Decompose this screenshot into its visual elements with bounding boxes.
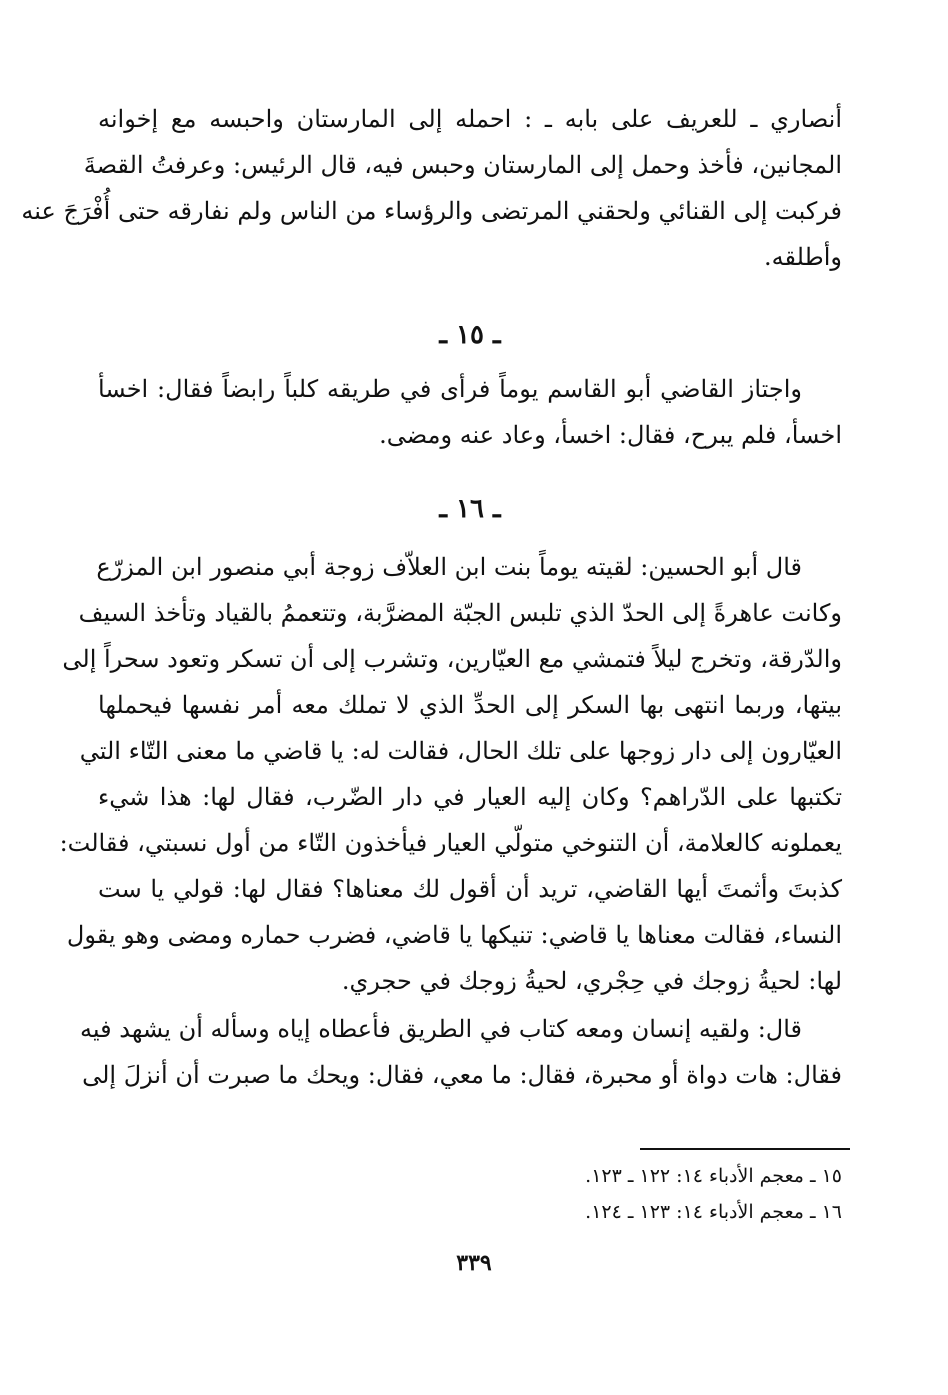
text-line: لها: لحيةُ زوجك في حِجْري، لحيةُ زوجك في حجري. [341,967,842,995]
text-line: بيتها، وربما انتهى بها السكر إلى الحدِّ الذي لا تملك معه أمر نفسها فيحملها [98,691,842,719]
section-number-16: ـ ١٦ ـ [439,494,501,524]
paragraph-section-15 [98,366,842,458]
footnote-divider [640,1148,850,1150]
paragraph-section-16 [59,544,842,1004]
text-line: يعملونه كالعلامة، أن التنوخي متولّي العيار فيأخذون التّاء من أول نسبتي، فقالت: [59,829,842,857]
text-line: النساء، فقالت معناها يا قاضي: تنيكها يا قاضي، فضرب حماره ومضى وهو يقول [66,921,842,949]
text-line: وكانت عاهرةً إلى الحدّ الذي تلبس الجبّة المضرَّبة، وتتعممُ بالقياد وتأخذ السيف [78,599,842,627]
text-line: قال أبو الحسين: لقيته يوماً بنت ابن العلاّف زوجة أبي منصور ابن المزرّع [96,553,802,581]
text-line: قال: ولقيه إنسان ومعه كتاب في الطريق فأعطاه إياه وسأله أن يشهد فيه [80,1015,802,1043]
section-number-15: ـ ١٥ ـ [439,320,501,350]
text-line: العيّارون إلى دار زوجها على تلك الحال، فقالت له: يا قاضي ما معنى التّاء التي [79,737,842,765]
spacer [98,280,842,310]
text-line: والدّرقة، وتخرج ليلاً فتمشي مع العيّارين، وتشرب إلى أن تسكر وتعود سحراً إلى [62,645,842,673]
text-line: اخسأ، فلم يبرح، فقال: اخسأ، وعاد عنه ومضى. [379,421,842,449]
paragraph-continuation [21,96,842,280]
footnotes [242,1158,842,1230]
text-line: فقال: هات دواة أو محبرة، فقال: ما معي، فقال: ويحك ما صبرت أن أنزلَ إلى [82,1061,842,1089]
paragraph-continued-16 [80,1006,842,1098]
spacer [98,458,842,484]
page-body [21,96,842,1098]
footnote-16: ١٦ ـ معجم الأدباء ١٤: ١٢٣ ـ ١٢٤. [585,1201,842,1223]
text-line: أنصاري ـ للعريف على بابه ـ : احمله إلى المارستان واحبسه مع إخوانه [98,105,842,133]
text-line: المجانين، فأخذ وحمل إلى المارستان وحبس فيه، قال الرئيس: وعرفتُ القصةَ [83,151,842,179]
footnote-15: ١٥ ـ معجم الأدباء ١٤: ١٢٢ ـ ١٢٣. [585,1165,842,1187]
page-number: ٣٣٩ [456,1250,492,1276]
text-line: كذبتَ وأثمتَ أيها القاضي، تريد أن أقول لك معناها؟ فقال لها: قولي يا ست [98,875,842,903]
text-line: واجتاز القاضي أبو القاسم يوماً فرأى في طريقه كلباً رابضاً فقال: اخسأ [98,375,802,403]
text-line: فركبت إلى القنائي ولحقني المرتضى والرؤساء من الناس ولم نفارقه حتى أُفْرَجَ عنه [21,197,842,225]
text-line: تكتبها على الدّراهم؟ وكان إليه العيار في دار الضّرب، فقال لها: هذا شيء [98,783,842,811]
text-line: وأطلقه. [764,243,842,271]
spacer [98,534,842,544]
